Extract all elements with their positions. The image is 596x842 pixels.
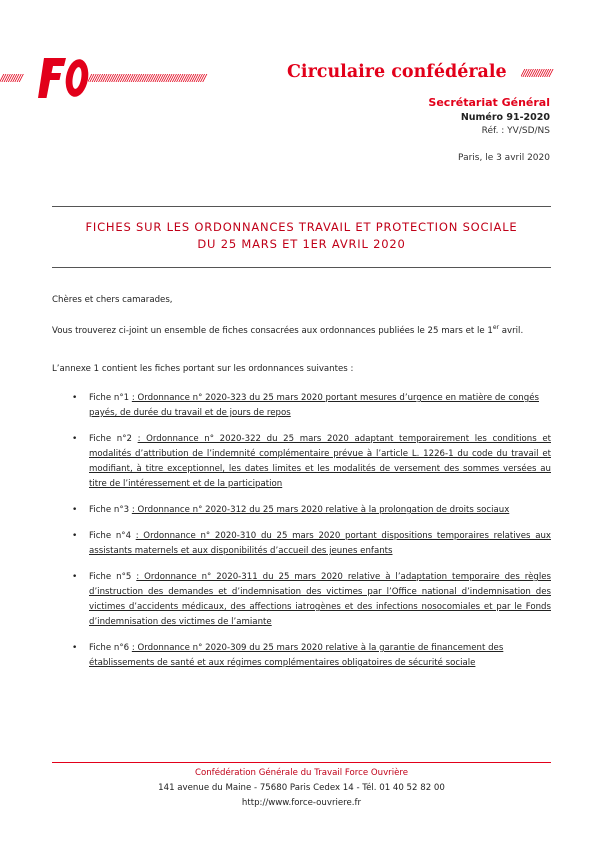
fiche-label: Fiche n°6 <box>89 643 132 653</box>
subject-heading-line-2: DU 25 MARS ET 1ER AVRIL 2020 <box>197 237 406 251</box>
bullet-icon: • <box>72 643 78 653</box>
fiche-label: Fiche n°2 <box>89 434 138 444</box>
secretariat-label: Secrétariat Général <box>428 96 550 109</box>
fiche-6-link[interactable]: : Ordonnance n° 2020-309 du 25 mars 2020 relative à la garantie de financement des établissements de santé et aux régimes complémentaires obligatoires de sécurité sociale <box>89 643 504 668</box>
fiche-label: Fiche n°4 <box>89 531 136 541</box>
fiche-1-link[interactable]: : Ordonnance n° 2020-323 du 25 mars 2020 portant mesures d’urgence en matière de congés payés, de durée du travail et de jours de repos <box>89 393 539 418</box>
circular-number: Numéro 91-2020 <box>460 112 550 123</box>
document-date: Paris, le 3 avril 2020 <box>458 153 550 163</box>
subject-heading-line-1: FICHES SUR LES ORDONNANCES TRAVAIL ET PROTECTION SOCIALE <box>85 220 518 234</box>
bullet-icon: • <box>72 572 78 582</box>
greeting: Chères et chers camarades, <box>52 295 173 305</box>
heading-bottom-divider <box>52 267 551 268</box>
fiche-item <box>52 391 551 421</box>
fiche-label: Fiche n°5 <box>89 572 137 582</box>
reference-code: Réf. : YV/SD/NS <box>481 126 550 136</box>
footer-address: 141 avenue du Maine - 75680 Paris Cedex 14 - Tél. 01 40 52 82 00 <box>158 783 445 793</box>
intro-text-end: avril. <box>499 325 524 336</box>
fo-logo <box>38 56 90 102</box>
fiche-item <box>52 570 551 630</box>
fiche-list <box>52 391 551 682</box>
footer-website-link[interactable]: http://www.force-ouvriere.fr <box>241 798 362 808</box>
fiche-label: Fiche n°3 <box>89 505 132 515</box>
bullet-icon: • <box>72 393 78 403</box>
footer-organization: Confédération Générale du Travail Force Ouvrière <box>194 768 409 778</box>
fiche-5-link[interactable]: : Ordonnance n° 2020-311 du 25 mars 2020 relative à l’adaptation temporaire des règles d’instruction des demandes et d’indemnisation des victimes par l’Office national d’indemnisation des victimes d’accidents médicaux, des affections iatrogènes et des infections nosocomiales et par le Fonds d’indemnisation des victimes de l’amiante <box>89 572 551 627</box>
bullet-icon: • <box>72 434 78 444</box>
document-title: Circulaire confédérale <box>287 62 507 82</box>
fiche-item <box>52 641 551 671</box>
decorative-slashes-left: ////////// <box>0 73 22 84</box>
fiche-label: Fiche n°1 <box>89 393 132 403</box>
intro-text: Vous trouverez ci-joint un ensemble de fiches consacrées aux ordonnances publiées le 25 mars et le 1 <box>52 325 493 336</box>
heading-top-divider <box>52 206 551 207</box>
fiche-3-link[interactable]: : Ordonnance n° 2020-312 du 25 mars 2020 relative à la prolongation de droits sociaux <box>131 505 510 515</box>
decorative-slashes-right: ////////////// <box>521 68 552 79</box>
annex-intro: L’annexe 1 contient les fiches portant sur les ordonnances suivantes : <box>52 364 354 374</box>
bullet-icon: • <box>72 505 78 515</box>
bullet-icon: • <box>72 531 78 541</box>
fo-logo-mark <box>38 56 90 102</box>
fiche-4-link[interactable]: : Ordonnance n° 2020-310 du 25 mars 2020 portant dispositions temporaires relatives aux assistants maternels et aux disponibilités d’accueil des jeunes enfants <box>89 531 551 556</box>
fiche-item <box>52 503 551 518</box>
decorative-slashes-middle: ////////////////////////////////////////////////////// <box>88 73 206 84</box>
intro-paragraph <box>52 322 551 337</box>
fiche-item <box>52 432 551 492</box>
intro-superscript: er <box>492 324 500 331</box>
footer-divider <box>52 762 551 763</box>
fiche-item <box>52 529 551 559</box>
fiche-2-link[interactable]: : Ordonnance n° 2020-322 du 25 mars 2020 adaptant temporairement les conditions et modalités d’attribution de l’indemnité complémentaire prévue à l’article L. 1226-1 du code du travail et modifiant, à titre exceptionnel, les dates limites et les modalités de versement des sommes versées au titre de l’intéressement et de la participation <box>89 434 551 489</box>
